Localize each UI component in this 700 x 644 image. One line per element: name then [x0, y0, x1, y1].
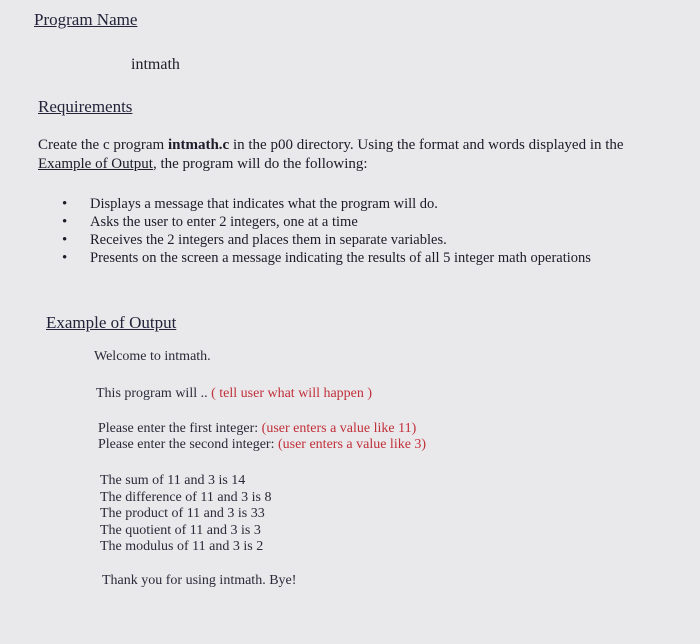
example-heading: Example of Output — [46, 313, 177, 332]
prompt-first-note: (user enters a value like 11) — [261, 421, 417, 436]
intro-line-1 — [38, 136, 624, 154]
intro-filename: intmath.c — [167, 137, 230, 153]
prompt-second — [98, 437, 426, 454]
program-will-line — [96, 386, 372, 403]
requirements-list — [62, 195, 591, 267]
list-item: • Receives the 2 integers and places them in separate variables. — [62, 231, 591, 249]
result-line: The product of 11 and 3 is 33 — [100, 506, 265, 521]
prompt-second-text: Please enter the second integer: — [98, 437, 278, 452]
intro-part3: , the program will do the following: — [152, 156, 368, 172]
goodbye-line: Thank you for using intmath. Bye! — [102, 573, 297, 588]
prompt-first-text: Please enter the first integer: — [98, 421, 262, 436]
list-item: • Asks the user to enter 2 integers, one at a time — [62, 213, 591, 231]
welcome-line: Welcome to intmath. — [94, 349, 211, 364]
intro-line-2 — [38, 155, 368, 173]
program-name: intmath — [131, 56, 180, 73]
result-line: The quotient of 11 and 3 is 3 — [100, 522, 261, 538]
list-item: • Displays a message that indicates what the program will do. — [62, 195, 591, 213]
example-of-output-link: Example of Output — [38, 156, 153, 172]
prompt-first — [98, 421, 416, 438]
program-will-note: ( tell user what will happen ) — [211, 386, 373, 401]
program-name-heading: Program Name — [34, 10, 138, 29]
program-will-text: This program will .. — [96, 386, 212, 401]
requirements-heading: Requirements — [38, 97, 133, 116]
intro-part1: Create the c program — [38, 137, 168, 153]
result-line: The modulus of 11 and 3 is 2 — [100, 539, 264, 554]
prompt-second-note: (user enters a value like 3) — [277, 437, 427, 452]
result-line: The sum of 11 and 3 is 14 — [100, 473, 246, 488]
result-line: The difference of 11 and 3 is 8 — [100, 489, 272, 505]
intro-part2: in the p00 directory. Using the format and words displayed in the — [229, 137, 624, 153]
results-block — [100, 473, 271, 556]
list-item: • Presents on the screen a message indicating the results of all 5 integer math operations — [62, 249, 591, 267]
